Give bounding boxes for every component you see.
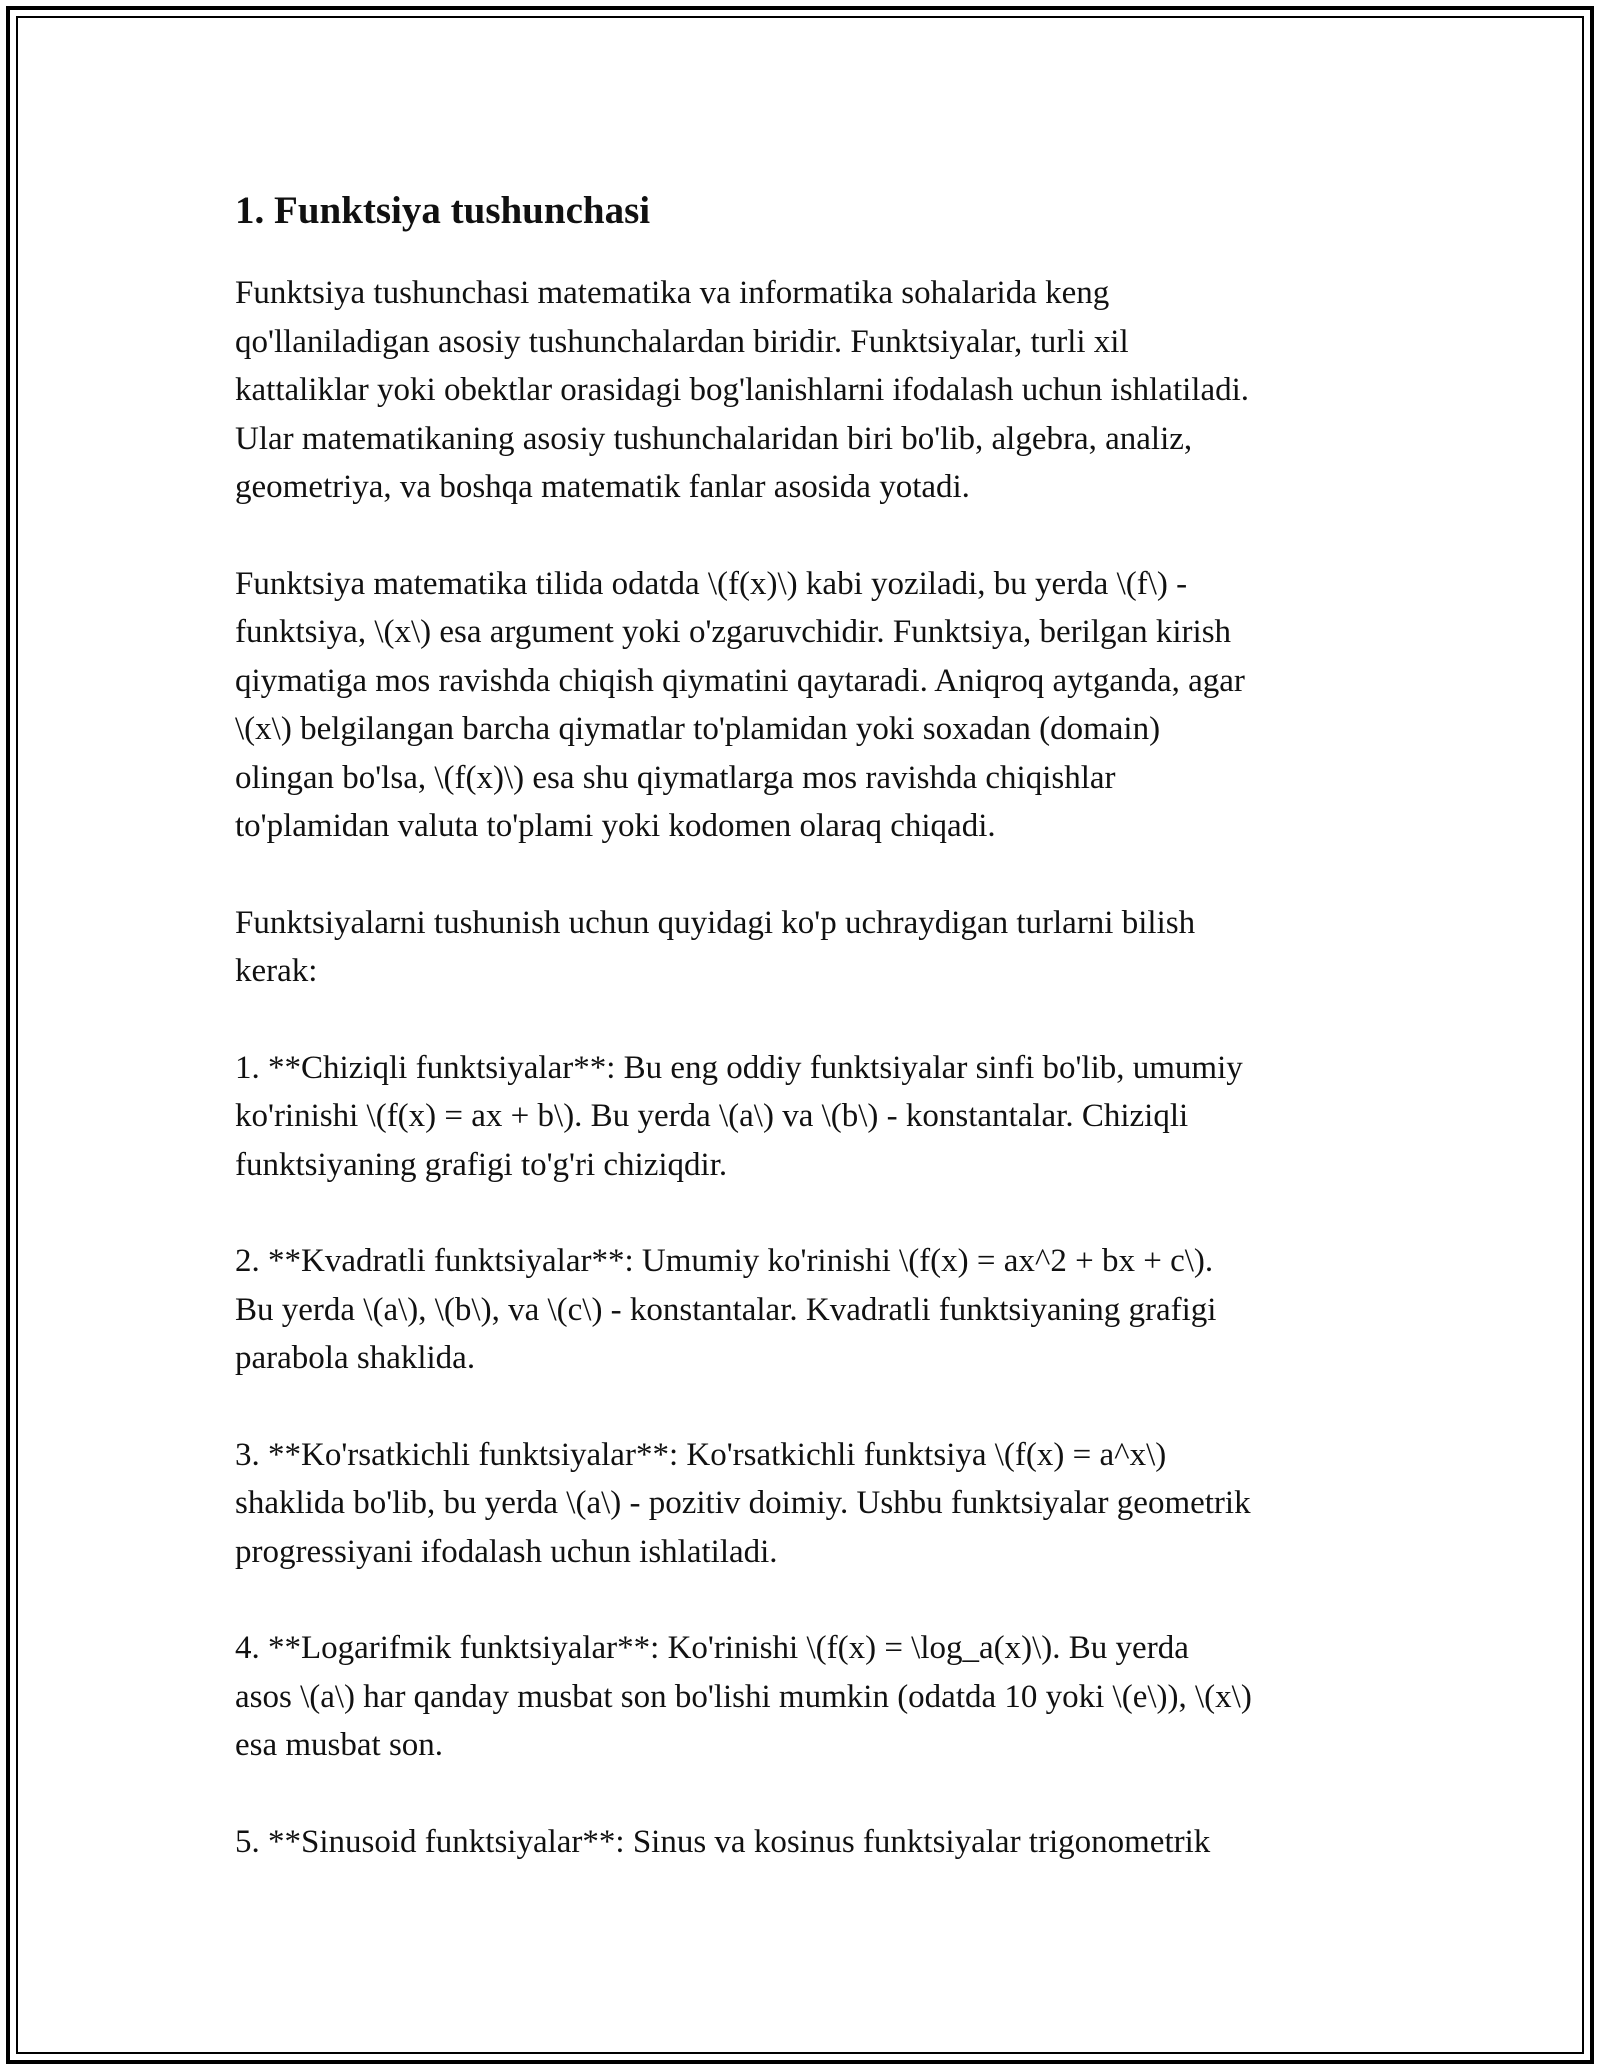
list-item-sinusoid xyxy=(235,1818,1375,1867)
text-line: 2. **Kvadratli funktsiyalar**: Umumiy ko'rinishi \(f(x) = ax^2 + bx + c\). xyxy=(235,1243,1214,1279)
text-line: 1. **Chiziqli funktsiyalar**: Bu eng oddiy funktsiyalar sinfi bo'lib, umumiy xyxy=(235,1049,1243,1086)
text-line: Funktsiya tushunchasi matematika va informatika sohalarida keng xyxy=(235,275,1110,311)
text-line: esa musbat son. xyxy=(235,1727,444,1763)
list-item-quadratic xyxy=(235,1237,1375,1383)
text-line: funktsiyaning grafigi to'g'ri chiziqdir. xyxy=(235,1146,728,1183)
text-line: Bu yerda \(a\), \(b\), va \(c\) - konstantalar. Kvadratli funktsiyaning grafigi xyxy=(235,1291,1217,1328)
text-line: 5. **Sinusoid funktsiyalar**: Sinus va kosinus funktsiyalar trigonometrik xyxy=(235,1823,1211,1860)
text-line: 3. **Ko'rsatkichli funktsiyalar**: Ko'rsatkichli funktsiya \(f(x) = a^x\) xyxy=(235,1436,1167,1473)
section-heading: 1. Funktsiya tushunchasi xyxy=(235,189,651,232)
text-line: Funktsiyalarni tushunish uchun quyidagi ko'p uchraydigan turlarni bilish xyxy=(235,904,1196,941)
document-body xyxy=(235,186,1375,1914)
text-line: to'plamidan valuta to'plami yoki kodomen olaraq chiqadi. xyxy=(235,808,996,844)
list-item-linear xyxy=(235,1044,1375,1190)
paragraph-types-intro xyxy=(235,899,1375,996)
text-line: 4. **Logarifmik funktsiyalar**: Ko'rinishi \(f(x) = \log_a(x)\). Bu yerda xyxy=(235,1630,1189,1666)
list-item-exponential xyxy=(235,1431,1375,1577)
text-line: kattaliklar yoki obektlar orasidagi bog'lanishlarni ifodalash uchun ishlatiladi. xyxy=(235,372,1250,408)
paragraph-notation xyxy=(235,560,1375,851)
text-line: asos \(a\) har qanday musbat son bo'lishi mumkin (odatda 10 yoki \(e\)), \(x\) xyxy=(235,1678,1252,1715)
text-line: shaklida bo'lib, bu yerda \(a\) - pozitiv doimiy. Ushbu funktsiyalar geometrik xyxy=(235,1485,1251,1521)
text-line: kerak: xyxy=(235,953,318,989)
text-line: geometriya, va boshqa matematik fanlar asosida yotadi. xyxy=(235,469,970,505)
text-line: olingan bo'lsa, \(f(x)\) esa shu qiymatlarga mos ravishda chiqishlar xyxy=(235,759,1116,796)
text-line: progressiyani ifodalash uchun ishlatiladi. xyxy=(235,1533,778,1570)
text-line: qiymatiga mos ravishda chiqish qiymatini qaytaradi. Aniqroq aytganda, agar xyxy=(235,662,1245,699)
text-line: Ular matematikaning asosiy tushunchalaridan biri bo'lib, algebra, analiz, xyxy=(235,420,1193,457)
text-line: Funktsiya matematika tilida odatda \(f(x)\) kabi yoziladi, bu yerda \(f\) - xyxy=(235,565,1188,602)
list-item-logarithmic xyxy=(235,1624,1375,1770)
text-line: funktsiya, \(x\) esa argument yoki o'zgaruvchidir. Funktsiya, berilgan kirish xyxy=(235,614,1232,650)
text-line: ko'rinishi \(f(x) = ax + b\). Bu yerda \(a\) va \(b\) - konstantalar. Chiziqli xyxy=(235,1098,1189,1134)
paragraph-intro xyxy=(235,269,1375,512)
text-line: \(x\) belgilangan barcha qiymatlar to'plamidan yoki soxadan (domain) xyxy=(235,711,1161,747)
text-line: parabola shaklida. xyxy=(235,1340,476,1376)
text-line: qo'llaniladigan asosiy tushunchalardan biridir. Funktsiyalar, turli xil xyxy=(235,323,1129,360)
